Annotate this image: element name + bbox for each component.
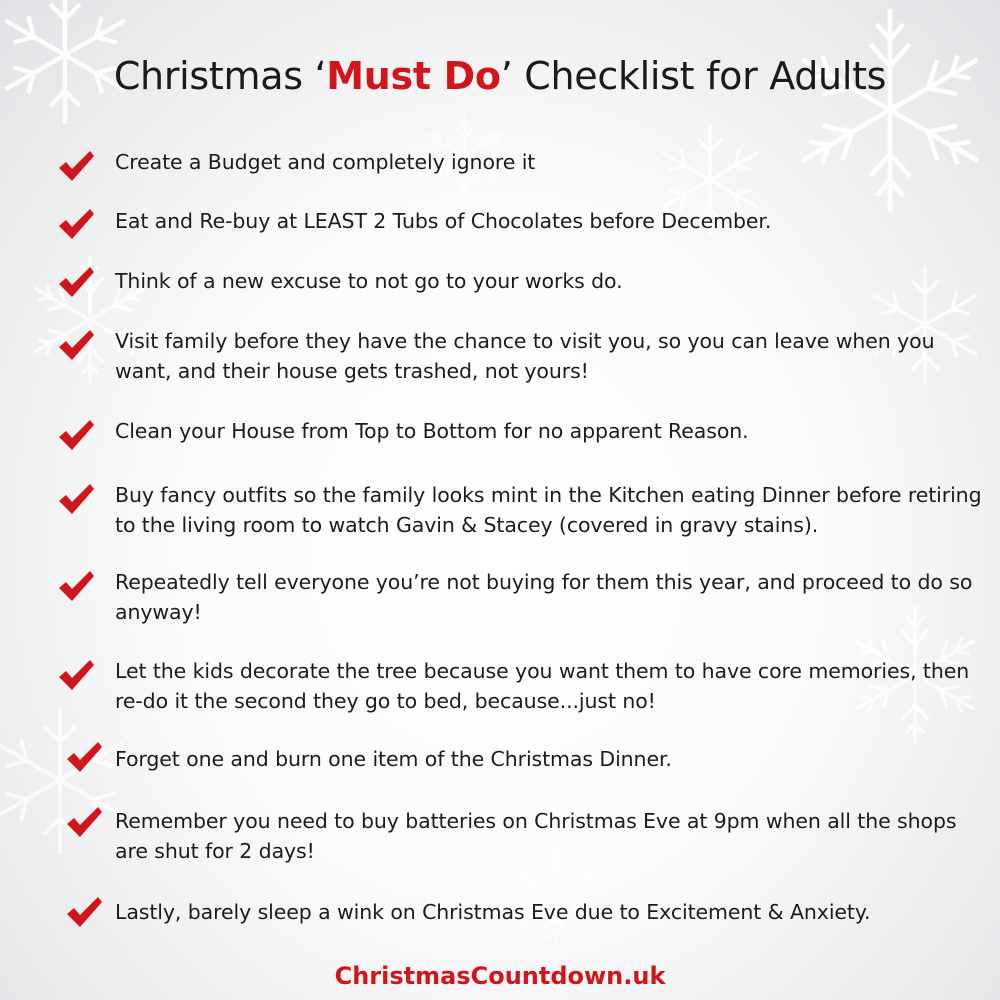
checklist-item-text: Repeatedly tell everyone you’re not buying for them this year, and proceed to do so anyway! bbox=[115, 570, 973, 624]
check-icon bbox=[57, 265, 95, 299]
checklist-item-text: Buy fancy outfits so the family looks mint in the Kitchen eating Dinner before retiring to the living room to watch Gavin & Stacey (covered in gravy stains). bbox=[115, 483, 982, 537]
check-icon bbox=[57, 482, 95, 516]
checklist-item-text: Let the kids decorate the tree because you want them to have core memories, then re-do it the second they go to bed, because...just no! bbox=[115, 659, 970, 713]
checklist-item-text: Eat and Re-buy at LEAST 2 Tubs of Chocolates before December. bbox=[115, 209, 772, 233]
checklist-item-text: Create a Budget and completely ignore it bbox=[115, 150, 536, 174]
check-icon bbox=[57, 418, 95, 452]
title-suffix: ’ Checklist for Adults bbox=[500, 54, 887, 98]
footer-website: ChristmasCountdown.uk bbox=[334, 962, 666, 990]
checklist-item-text: Lastly, barely sleep a wink on Christmas Eve due to Excitement & Anxiety. bbox=[115, 900, 871, 924]
check-icon bbox=[57, 328, 95, 362]
checklist-item-text: Think of a new excuse to not go to your works do. bbox=[115, 269, 623, 293]
check-icon bbox=[57, 207, 95, 241]
check-icon bbox=[57, 149, 95, 183]
check-icon bbox=[65, 740, 103, 774]
title-accent: Must Do bbox=[326, 54, 501, 98]
checklist-item-text: Remember you need to buy batteries on Christmas Eve at 9pm when all the shops are shut for 2 days! bbox=[115, 809, 957, 863]
checklist-item-text: Clean your House from Top to Bottom for no apparent Reason. bbox=[115, 419, 749, 443]
check-icon bbox=[57, 658, 95, 692]
check-icon bbox=[65, 895, 103, 929]
check-icon bbox=[65, 805, 103, 839]
snowflake-icon bbox=[780, 0, 1000, 220]
checklist-item-text: Forget one and burn one item of the Christmas Dinner. bbox=[115, 747, 672, 771]
page-title bbox=[0, 54, 1000, 98]
checklist-item-text: Visit family before they have the chance to visit you, so you can leave when you want, and their house gets trashed, not yours! bbox=[115, 329, 935, 383]
check-icon bbox=[57, 569, 95, 603]
title-prefix: Christmas ‘ bbox=[113, 54, 327, 98]
